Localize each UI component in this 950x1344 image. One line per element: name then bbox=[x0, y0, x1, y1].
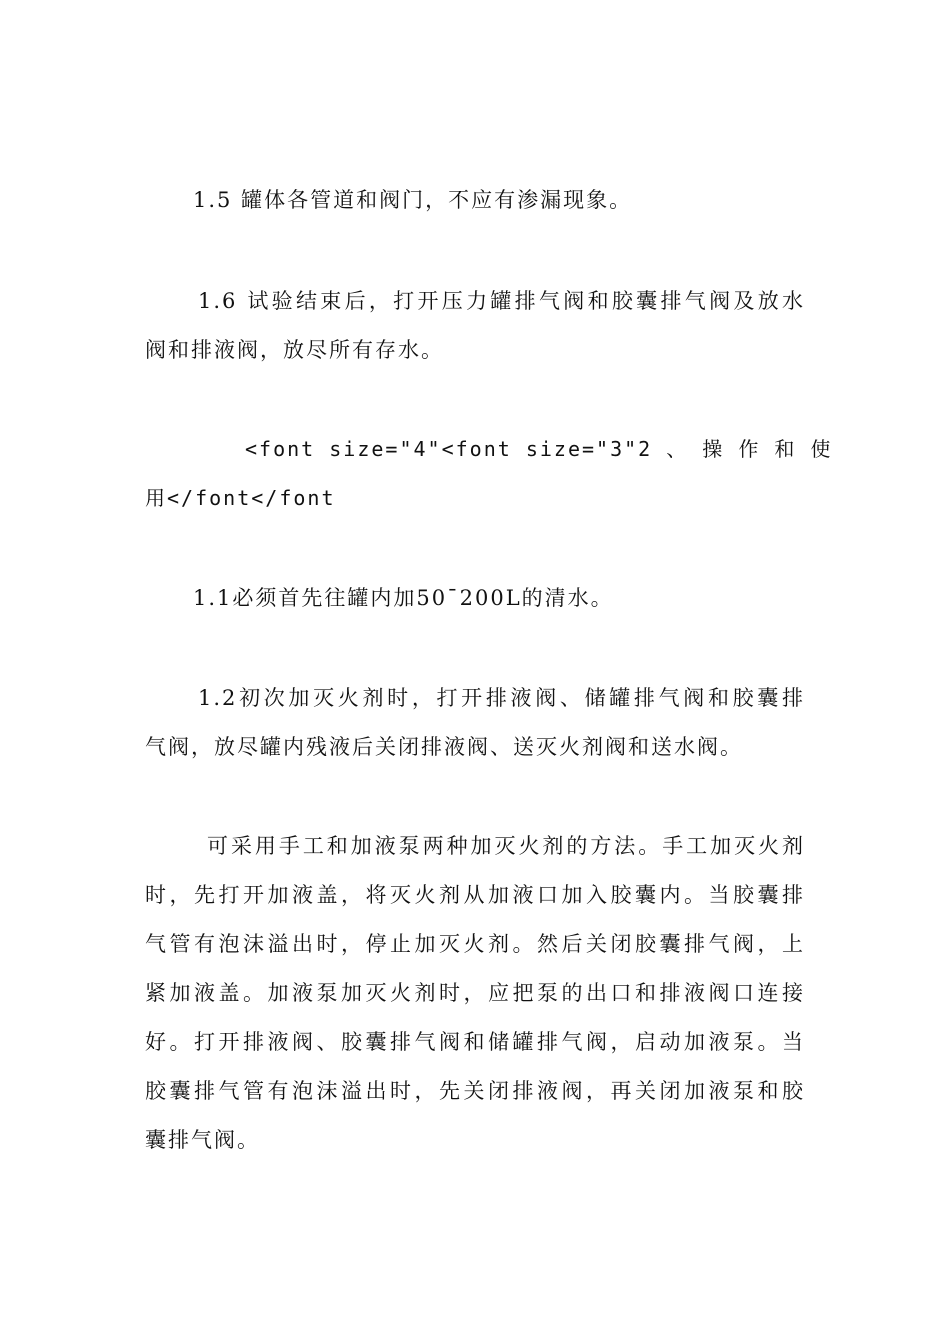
paragraph-1-2 bbox=[145, 674, 805, 772]
text-line: 时，先打开加液盖，将灭火剂从加液口加入胶囊内。当胶囊排 bbox=[145, 883, 805, 907]
paragraph-1-6 bbox=[145, 277, 805, 375]
text-line: 囊排气阀。 bbox=[145, 1128, 260, 1152]
text-line: 气阀，放尽罐内残液后关闭排液阀、送灭火剂阀和送水阀。 bbox=[145, 735, 743, 759]
paragraph-1-5 bbox=[145, 176, 805, 225]
text-line: 气管有泡沫溢出时，停止加灭火剂。然后关闭胶囊排气阀，上 bbox=[145, 932, 805, 956]
text-line: 1.6 试验结束后，打开压力罐排气阀和胶囊排气阀及放水 bbox=[198, 289, 805, 313]
text-line: 胶囊排气管有泡沫溢出时，先关闭排液阀，再关闭加液泵和胶 bbox=[145, 1079, 805, 1103]
text-line: <font size="4"<font size="3"2 、 操 作 和 使 bbox=[245, 437, 833, 461]
text-line: 1.1必须首先往罐内加50¯200L的清水。 bbox=[193, 586, 614, 610]
text-line: 可采用手工和加液泵两种加灭火剂的方法。手工加灭火剂 bbox=[207, 834, 805, 858]
text-line: 紧加液盖。加液泵加灭火剂时，应把泵的出口和排液阀口连接 bbox=[145, 981, 805, 1005]
paragraph-1-1 bbox=[145, 574, 805, 623]
text-line: 用</font</font bbox=[145, 486, 336, 510]
text-line: 好。打开排液阀、胶囊排气阀和储罐排气阀，启动加液泵。当 bbox=[145, 1030, 805, 1054]
text-line: 阀和排液阀，放尽所有存水。 bbox=[145, 338, 444, 362]
paragraph-section-heading-raw bbox=[145, 425, 833, 523]
text-line: 1.5 罐体各管道和阀门，不应有渗漏现象。 bbox=[193, 188, 633, 212]
text-line: 1.2初次加灭火剂时，打开排液阀、储罐排气阀和胶囊排 bbox=[198, 686, 805, 710]
paragraph-filling-method bbox=[145, 822, 805, 1165]
